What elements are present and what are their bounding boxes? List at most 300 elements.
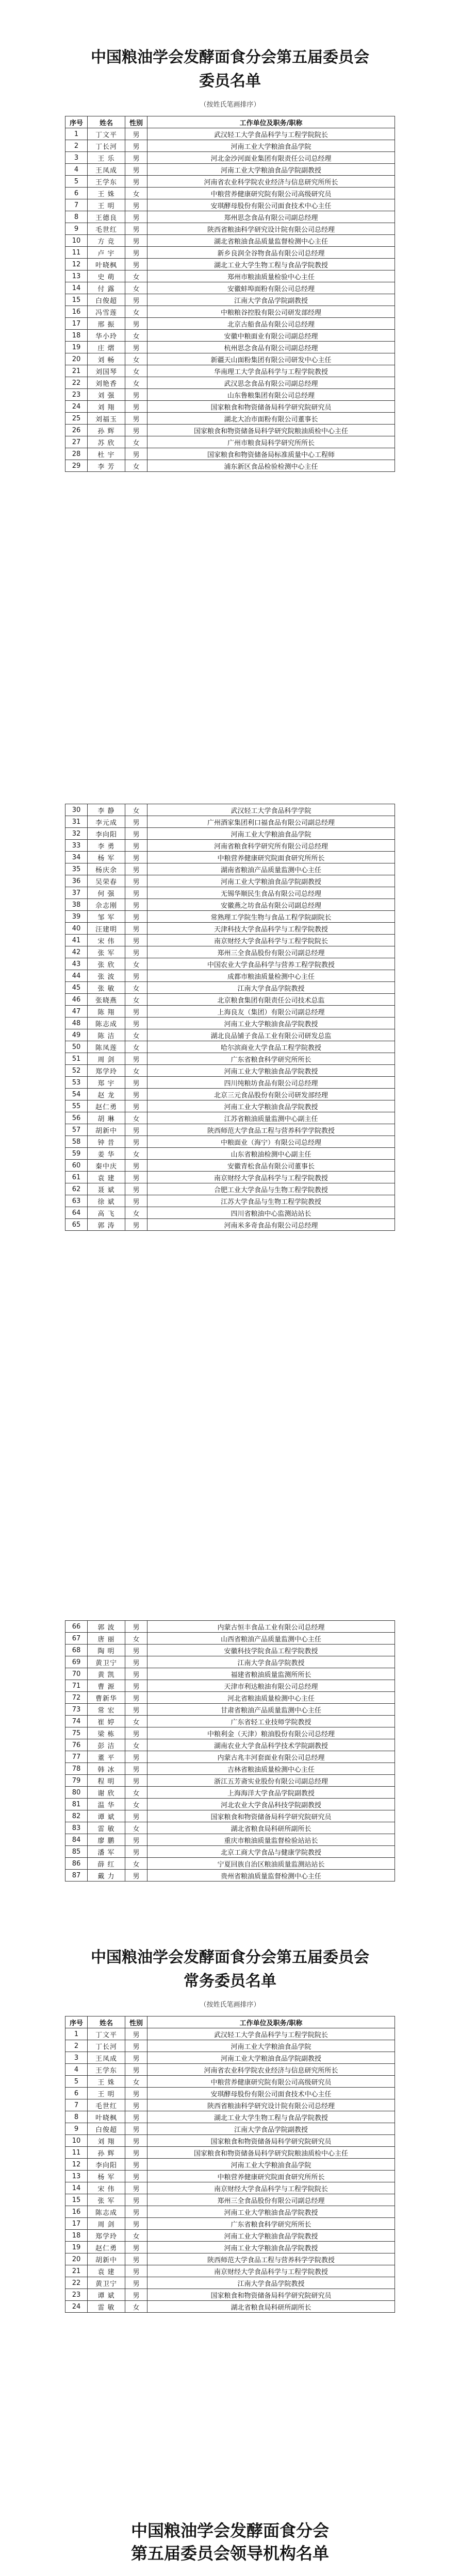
- cell-no: 14: [65, 282, 88, 294]
- cell-name: 李向阳: [88, 2159, 125, 2171]
- cell-org: 武汉思念食品有限公司副总经理: [147, 377, 395, 389]
- cell-org: 中粮营养健康研究院面食研究所所长: [147, 2171, 395, 2182]
- cell-org: 陕西师范大学食品工程与营养科学学院教授: [147, 2253, 395, 2265]
- cell-org: 国家粮食和物资储备局科学研究院研究员: [147, 401, 395, 413]
- cell-name: 吴荣春: [88, 875, 125, 887]
- cell-org: 中粮营养健康研究院面食研究所所长: [147, 852, 395, 863]
- cell-no: 57: [65, 1124, 88, 1136]
- cell-sex: 男: [125, 1846, 147, 1858]
- cell-org: 国家粮食和物资储备局科学研究院粮油质检中心主任: [147, 2147, 395, 2159]
- cell-no: 45: [65, 982, 88, 994]
- members-title: 中国粮油学会发酵面食分会第五届委员会: [91, 48, 369, 66]
- cell-org: 南京财经大学食品科学与工程学院院长: [147, 935, 395, 946]
- cell-sex: 男: [125, 2099, 147, 2111]
- cell-sex: 男: [125, 970, 147, 982]
- members-page-1: [0, 47, 460, 472]
- table-row: [65, 1053, 395, 1065]
- cell-org: 安徽燕之坊食品有限公司副总经理: [147, 899, 395, 911]
- cell-no: 12: [65, 259, 88, 270]
- cell-sex: 女: [125, 1065, 147, 1077]
- cell-sex: 女: [125, 270, 147, 282]
- cell-org: 浦东新区食品检验检测中心主任: [147, 460, 395, 472]
- cell-org: 江苏大学食品与生物工程学院教授: [147, 1195, 395, 1207]
- cell-sex: 男: [125, 1219, 147, 1231]
- cell-org: 国家粮食和物资储备局标准质量中心工程师: [147, 448, 395, 460]
- table-row: [65, 1100, 395, 1112]
- members-table-body-2: [65, 804, 395, 1231]
- table-row: [65, 1834, 395, 1846]
- cell-name: 李向阳: [88, 828, 125, 840]
- table-row: [65, 2040, 395, 2052]
- cell-sex: 女: [125, 994, 147, 1006]
- table-row: [65, 247, 395, 259]
- cell-no: 9: [65, 223, 88, 235]
- cell-org: 湖南省粮油产品质量监测中心主任: [147, 863, 395, 875]
- table-row: [65, 1195, 395, 1207]
- cell-sex: 男: [125, 342, 147, 353]
- cell-name: 彭 洁: [88, 1739, 125, 1751]
- cell-sex: 男: [125, 2123, 147, 2135]
- table-row: [65, 1018, 395, 1029]
- cell-no: 1: [65, 128, 88, 140]
- cell-org: 郑州三全食品股份有限公司副总经理: [147, 2194, 395, 2206]
- cell-sex: 男: [125, 852, 147, 863]
- cell-no: 7: [65, 199, 88, 211]
- cell-name: 唐 丽: [88, 1633, 125, 1645]
- cell-org: 浙江五芳斋实业股份有限公司副总经理: [147, 1775, 395, 1787]
- cell-name: 袁 建: [88, 2265, 125, 2277]
- cell-no: 33: [65, 840, 88, 852]
- table-row: [65, 2289, 395, 2301]
- cell-name: 郭 波: [88, 1621, 125, 1633]
- header-no: 序号: [65, 116, 88, 128]
- cell-name: 胡 琳: [88, 1112, 125, 1124]
- cell-name: 黄卫宁: [88, 1656, 125, 1668]
- cell-sex: 女: [125, 188, 147, 199]
- cell-name: 陶 明: [88, 1645, 125, 1656]
- table-row: [65, 2064, 395, 2076]
- table-row: [65, 1799, 395, 1810]
- table-row: [65, 282, 395, 294]
- cell-name: 赵 龙: [88, 1089, 125, 1100]
- cell-no: 4: [65, 2064, 88, 2076]
- table-row: [65, 2230, 395, 2242]
- cell-sex: 男: [125, 935, 147, 946]
- cell-sex: 男: [125, 2218, 147, 2230]
- cell-no: 6: [65, 188, 88, 199]
- table-row: [65, 1160, 395, 1172]
- cell-org: 安徽中粮面业有限公司副总经理: [147, 330, 395, 342]
- cell-sex: 女: [125, 1633, 147, 1645]
- cell-name: 袁 建: [88, 1172, 125, 1183]
- table-row: [65, 2171, 395, 2182]
- table-row: [65, 164, 395, 176]
- members-table-body: [65, 128, 395, 472]
- cell-no: 9: [65, 2123, 88, 2135]
- cell-sex: 男: [125, 899, 147, 911]
- cell-org: 山东鲁粮集团有限公司总经理: [147, 389, 395, 401]
- cell-no: 22: [65, 377, 88, 389]
- cell-name: 白俊超: [88, 2123, 125, 2135]
- cell-org: 南京财经大学食品科学与工程学院院长: [147, 2182, 395, 2194]
- cell-no: 26: [65, 425, 88, 436]
- cell-sex: 男: [125, 2028, 147, 2040]
- cell-sex: 男: [125, 816, 147, 828]
- table-row: [65, 140, 395, 152]
- cell-name: 王 姝: [88, 2076, 125, 2088]
- cell-org: 常熟理工学院生物与食品工程学院副院长: [147, 911, 395, 923]
- cell-name: 张 军: [88, 946, 125, 958]
- cell-sex: 女: [125, 982, 147, 994]
- table-row: [65, 1136, 395, 1148]
- cell-org: 湖北省粮食局科研所副所长: [147, 1822, 395, 1834]
- cell-name: 郑 宇: [88, 1077, 125, 1089]
- cell-org: 河南工业大学粮油食品学院: [147, 2040, 395, 2052]
- cell-name: 姜 华: [88, 1148, 125, 1160]
- table-row: [65, 1822, 395, 1834]
- cell-org: 广东省粮食科学研究所所长: [147, 1053, 395, 1065]
- table-row: [65, 2277, 395, 2289]
- table-row: [65, 436, 395, 448]
- leadership-title-line2: 第五届委员会领导机构名单: [130, 2544, 329, 2563]
- cell-name: 韩 冰: [88, 1763, 125, 1775]
- table-row: [65, 2218, 395, 2230]
- table-row: [65, 816, 395, 828]
- cell-org: 广州酒家集团利口福食品有限公司副总经理: [147, 816, 395, 828]
- cell-org: 中粮利金（天津）粮油股份有限公司总经理: [147, 1727, 395, 1739]
- cell-org: 国家粮食和物资储备局科学研究院粮油质检中心主任: [147, 425, 395, 436]
- cell-sex: 男: [125, 1621, 147, 1633]
- table-row: [65, 923, 395, 935]
- leadership-title-line1: 中国粮油学会发酵面食分会: [130, 2521, 329, 2540]
- cell-name: 王 姝: [88, 188, 125, 199]
- cell-org: 广州市粮食局科学研究所所长: [147, 436, 395, 448]
- cell-sex: 女: [125, 436, 147, 448]
- cell-no: 16: [65, 306, 88, 318]
- cell-name: 叶晓枫: [88, 2111, 125, 2123]
- cell-no: 19: [65, 2242, 88, 2253]
- cell-no: 1: [65, 2028, 88, 2040]
- table-row: [65, 1172, 395, 1183]
- cell-no: 32: [65, 828, 88, 840]
- cell-no: 72: [65, 1692, 88, 1704]
- cell-no: 56: [65, 1112, 88, 1124]
- cell-sex: 男: [125, 923, 147, 935]
- cell-no: 58: [65, 1136, 88, 1148]
- cell-sex: 男: [125, 1018, 147, 1029]
- cell-no: 35: [65, 863, 88, 875]
- table-row: [65, 1668, 395, 1680]
- cell-no: 37: [65, 887, 88, 899]
- cell-org: 河北省粮油质量检测中心主任: [147, 1692, 395, 1704]
- cell-sex: 女: [125, 353, 147, 365]
- cell-sex: 男: [125, 318, 147, 330]
- cell-name: 付 露: [88, 282, 125, 294]
- table-row: [65, 1810, 395, 1822]
- table-row: [65, 306, 395, 318]
- cell-sex: 男: [125, 1053, 147, 1065]
- cell-org: 内蒙古恒丰食品工业有限公司总经理: [147, 1621, 395, 1633]
- cell-org: 天津科技大学食品科学与工程学院教授: [147, 923, 395, 935]
- cell-no: 15: [65, 2194, 88, 2206]
- cell-org: 河南省农业科学院农业经济与信息研究所所长: [147, 176, 395, 188]
- cell-org: 上海良友（集团）有限公司副总经理: [147, 1006, 395, 1018]
- table-row: [65, 259, 395, 270]
- table-row: [65, 425, 395, 436]
- members-page-2: [0, 804, 460, 1231]
- cell-sex: 男: [125, 1763, 147, 1775]
- cell-org: 江南大学食品学院教授: [147, 982, 395, 994]
- header-name: 姓名: [88, 116, 125, 128]
- standing-subtitle: 常务委员名单: [184, 1972, 276, 1990]
- table-row: [65, 2253, 395, 2265]
- table-row: [65, 377, 395, 389]
- cell-sex: 男: [125, 2253, 147, 2265]
- table-row: [65, 152, 395, 164]
- cell-org: 河南工业大学粮油食品学院: [147, 140, 395, 152]
- standing-page: [0, 1947, 460, 2313]
- cell-name: 李 勇: [88, 840, 125, 852]
- cell-org: 陕西师范大学食品工程与营养科学学院教授: [147, 1124, 395, 1136]
- cell-org: 河南工业大学粮油食品学院教授: [147, 1100, 395, 1112]
- table-row: [65, 318, 395, 330]
- cell-sex: 男: [125, 164, 147, 176]
- cell-no: 62: [65, 1183, 88, 1195]
- cell-org: 北京粮食集团有限责任公司技术总监: [147, 994, 395, 1006]
- cell-sex: 男: [125, 1136, 147, 1148]
- cell-no: 79: [65, 1775, 88, 1787]
- cell-sex: 男: [125, 1704, 147, 1716]
- header-sex: 性别: [125, 2016, 147, 2028]
- cell-sex: 男: [125, 140, 147, 152]
- cell-name: 丁文平: [88, 128, 125, 140]
- cell-name: 佘志刚: [88, 899, 125, 911]
- cell-name: 毛世红: [88, 2099, 125, 2111]
- cell-sex: 女: [125, 1207, 147, 1219]
- table-row: [65, 887, 395, 899]
- table-row: [65, 982, 395, 994]
- cell-org: 四川纯粮坊食品有限公司总经理: [147, 1077, 395, 1089]
- cell-sex: 女: [125, 1858, 147, 1870]
- table-row: [65, 2242, 395, 2253]
- table-row: [65, 1633, 395, 1645]
- table-row: [65, 1183, 395, 1195]
- table-row: [65, 2123, 395, 2135]
- cell-no: 3: [65, 2052, 88, 2064]
- cell-name: 程 明: [88, 1775, 125, 1787]
- cell-org: 杭州思念食品有限公司副总经理: [147, 342, 395, 353]
- cell-no: 59: [65, 1148, 88, 1160]
- cell-org: 广东省粮食科学研究所所长: [147, 2218, 395, 2230]
- cell-sex: 男: [125, 2040, 147, 2052]
- cell-org: 武汉轻工大学食品科学与工程学院院长: [147, 128, 395, 140]
- cell-sex: 男: [125, 2182, 147, 2194]
- table-row: [65, 2135, 395, 2147]
- cell-name: 宋 伟: [88, 2182, 125, 2194]
- cell-sex: 男: [125, 1751, 147, 1763]
- table-row: [65, 2206, 395, 2218]
- table-row: [65, 1751, 395, 1763]
- cell-sex: 男: [125, 840, 147, 852]
- cell-name: 郑学玲: [88, 1065, 125, 1077]
- cell-name: 郭 涛: [88, 1219, 125, 1231]
- cell-name: 曹新华: [88, 1692, 125, 1704]
- table-row: [65, 1148, 395, 1160]
- cell-no: 63: [65, 1195, 88, 1207]
- cell-sex: 男: [125, 199, 147, 211]
- cell-no: 11: [65, 247, 88, 259]
- members-table-body-3: [65, 1621, 395, 1882]
- cell-name: 庄 熠: [88, 342, 125, 353]
- cell-no: 28: [65, 448, 88, 460]
- cell-name: 何 强: [88, 887, 125, 899]
- cell-sex: 男: [125, 2206, 147, 2218]
- cell-name: 徐 斌: [88, 1195, 125, 1207]
- cell-org: 国家粮食和物资储备局科学研究院研究员: [147, 2289, 395, 2301]
- cell-sex: 男: [125, 1195, 147, 1207]
- cell-no: 10: [65, 235, 88, 247]
- table-row: [65, 1006, 395, 1018]
- cell-sex: 女: [125, 377, 147, 389]
- cell-org: 江南大学食品学院副教授: [147, 294, 395, 306]
- cell-sex: 男: [125, 413, 147, 425]
- table-row: [65, 1858, 395, 1870]
- cell-org: 合肥工业大学食品与生物工程学院教授: [147, 1183, 395, 1195]
- cell-sex: 男: [125, 863, 147, 875]
- cell-name: 刘福玉: [88, 413, 125, 425]
- table-row: [65, 1763, 395, 1775]
- cell-org: 无锡华顺民生食品有限公司总经理: [147, 887, 395, 899]
- cell-name: 冯雪莲: [88, 306, 125, 318]
- table-row: [65, 970, 395, 982]
- cell-org: 湖北省粮油食品质量监督检测中心主任: [147, 235, 395, 247]
- table-row: [65, 1870, 395, 1882]
- table-row: [65, 2111, 395, 2123]
- cell-sex: 男: [125, 2289, 147, 2301]
- cell-no: 17: [65, 2218, 88, 2230]
- cell-name: 杨庆余: [88, 863, 125, 875]
- cell-no: 19: [65, 342, 88, 353]
- cell-sex: 男: [125, 1006, 147, 1018]
- cell-sex: 男: [125, 2147, 147, 2159]
- cell-org: 北京三元食品股份有限公司研发部经理: [147, 1089, 395, 1100]
- table-row: [65, 1124, 395, 1136]
- cell-no: 54: [65, 1089, 88, 1100]
- cell-sex: 男: [125, 1077, 147, 1089]
- cell-sex: 男: [125, 2194, 147, 2206]
- cell-org: 江南大学食品学院副教授: [147, 2123, 395, 2135]
- cell-name: 王凤成: [88, 164, 125, 176]
- cell-name: 周 剑: [88, 2218, 125, 2230]
- table-row: [65, 199, 395, 211]
- cell-org: 安徽科技学院食品工程学院教授: [147, 1645, 395, 1656]
- header-org: 工作单位及职务/职称: [147, 2016, 395, 2028]
- cell-name: 宋 伟: [88, 935, 125, 946]
- cell-org: 河南工业大学粮油食品学院: [147, 828, 395, 840]
- cell-org: 山西省粮油产品质量监测中心主任: [147, 1633, 395, 1645]
- table-row: [65, 946, 395, 958]
- cell-org: 陕西省粮油科学研究设计院有限公司总经理: [147, 2099, 395, 2111]
- cell-sex: 男: [125, 1727, 147, 1739]
- cell-no: 24: [65, 2301, 88, 2313]
- table-row: [65, 1727, 395, 1739]
- cell-no: 76: [65, 1739, 88, 1751]
- cell-name: 常 宏: [88, 1704, 125, 1716]
- cell-no: 86: [65, 1858, 88, 1870]
- cell-org: 河北农业大学食品科技学院副教授: [147, 1799, 395, 1810]
- cell-org: 南京财经大学食品科学与工程学院教授: [147, 2265, 395, 2277]
- cell-name: 李 芳: [88, 460, 125, 472]
- cell-sex: 男: [125, 1089, 147, 1100]
- cell-org: 甘肃省粮油产品质量监测中心主任: [147, 1704, 395, 1716]
- cell-no: 8: [65, 2111, 88, 2123]
- cell-no: 5: [65, 176, 88, 188]
- cell-org: 中国农业大学食品科学与营养工程学院教授: [147, 958, 395, 970]
- table-row: [65, 935, 395, 946]
- cell-name: 雷 敏: [88, 2301, 125, 2313]
- cell-sex: 男: [125, 401, 147, 413]
- cell-sex: 男: [125, 1810, 147, 1822]
- table-row: [65, 1716, 395, 1727]
- cell-sex: 男: [125, 1692, 147, 1704]
- cell-name: 刘 翔: [88, 401, 125, 413]
- members-table-continued: [65, 804, 395, 1231]
- cell-org: 中粮面业（海宁）有限公司总经理: [147, 1136, 395, 1148]
- members-table: [65, 116, 395, 472]
- cell-no: 2: [65, 140, 88, 152]
- cell-org: 山东省粮油检测中心副主任: [147, 1148, 395, 1160]
- cell-no: 49: [65, 1029, 88, 1041]
- table-row: [65, 448, 395, 460]
- cell-no: 20: [65, 353, 88, 365]
- cell-name: 陈志成: [88, 1018, 125, 1029]
- cell-org: 陕西省粮油科学研究设计院有限公司总经理: [147, 223, 395, 235]
- cell-sex: 男: [125, 2265, 147, 2277]
- cell-no: 67: [65, 1633, 88, 1645]
- cell-name: 李 静: [88, 804, 125, 816]
- cell-no: 60: [65, 1160, 88, 1172]
- standing-table-header: [65, 2016, 395, 2028]
- cell-no: 13: [65, 270, 88, 282]
- cell-name: 孙 辉: [88, 425, 125, 436]
- cell-org: 安琪酵母股份有限公司面食技术中心主任: [147, 2088, 395, 2099]
- table-row: [65, 1219, 395, 1231]
- table-row: [65, 852, 395, 863]
- cell-no: 48: [65, 1018, 88, 1029]
- table-row: [65, 1680, 395, 1692]
- cell-no: 83: [65, 1822, 88, 1834]
- cell-sex: 男: [125, 875, 147, 887]
- cell-name: 苏 欣: [88, 436, 125, 448]
- cell-sex: 女: [125, 958, 147, 970]
- cell-sex: 男: [125, 128, 147, 140]
- cell-no: 85: [65, 1846, 88, 1858]
- cell-no: 7: [65, 2099, 88, 2111]
- cell-name: 杜 宇: [88, 448, 125, 460]
- cell-sex: 男: [125, 294, 147, 306]
- cell-sex: 男: [125, 2242, 147, 2253]
- cell-no: 21: [65, 365, 88, 377]
- cell-sex: 男: [125, 1668, 147, 1680]
- cell-name: 刘 翔: [88, 2135, 125, 2147]
- cell-name: 高 飞: [88, 1207, 125, 1219]
- cell-sex: 女: [125, 1041, 147, 1053]
- cell-sex: 女: [125, 1112, 147, 1124]
- table-row: [65, 840, 395, 852]
- cell-sex: 男: [125, 887, 147, 899]
- cell-no: 66: [65, 1621, 88, 1633]
- cell-name: 张晓燕: [88, 994, 125, 1006]
